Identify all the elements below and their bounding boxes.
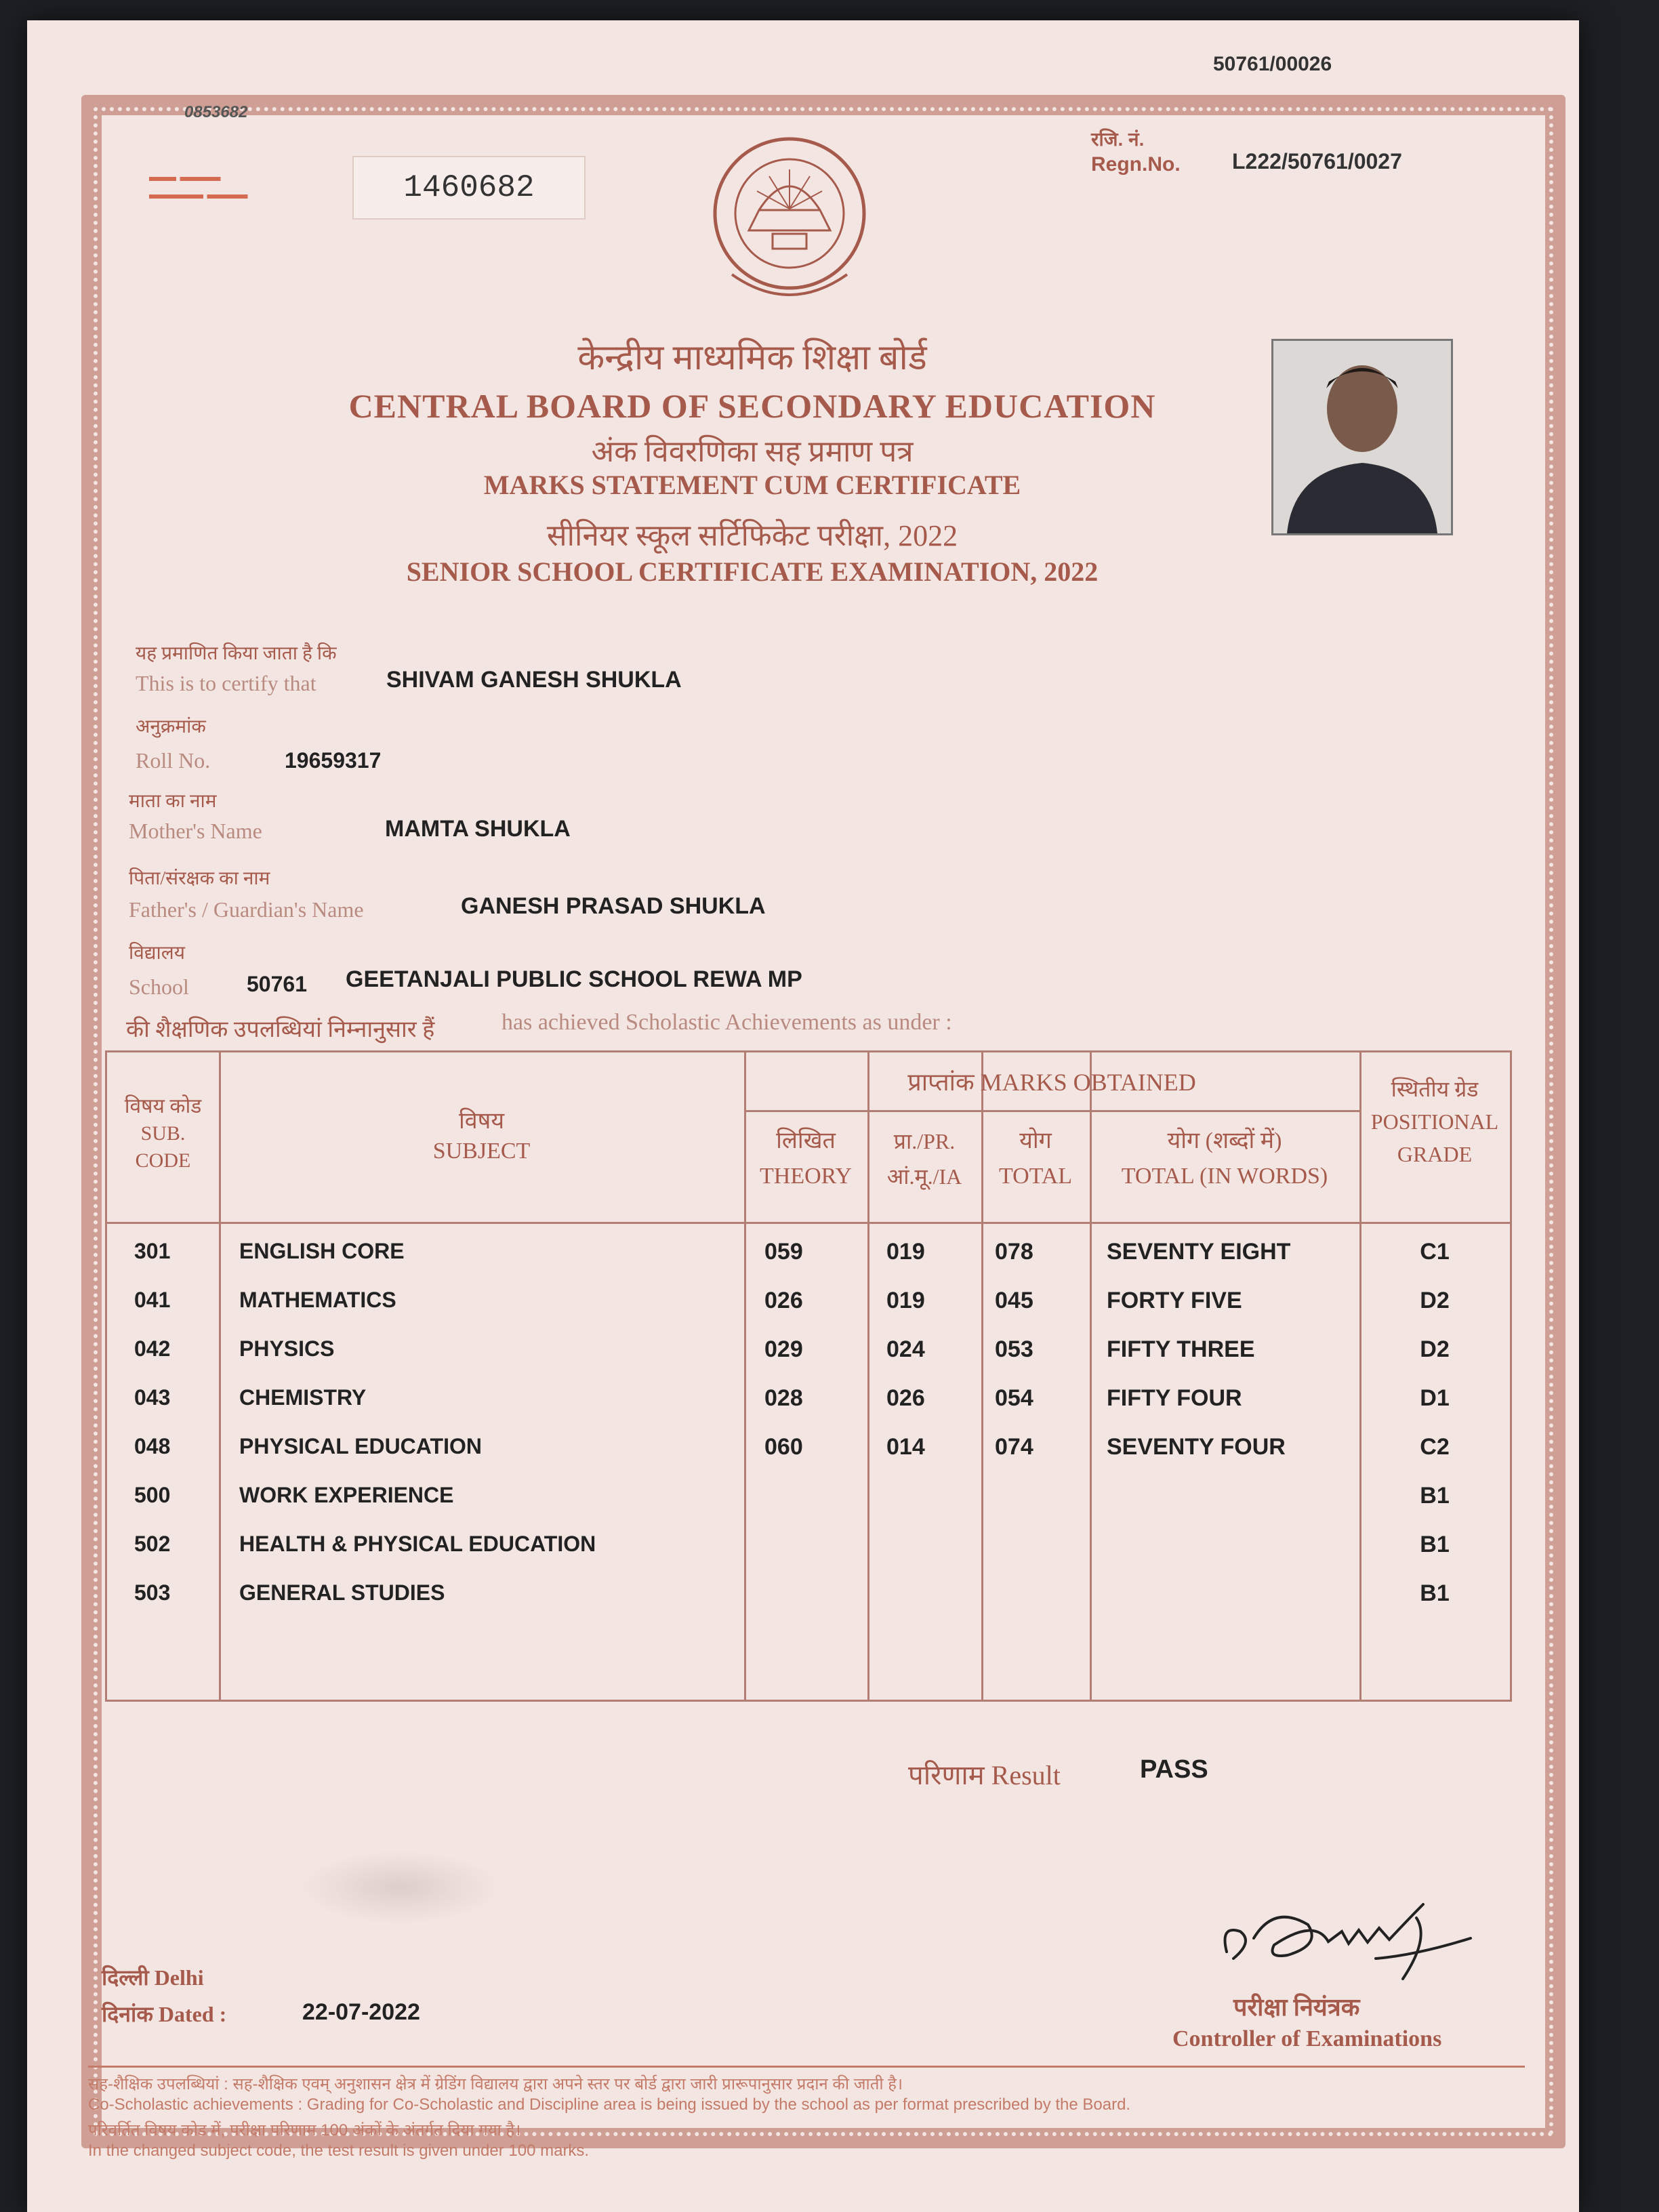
row-043-total: 054	[995, 1385, 1033, 1411]
father-label: Father's / Guardian's Name	[129, 897, 364, 922]
row-041-words: FORTY FIVE	[1107, 1288, 1242, 1313]
document-title: MARKS STATEMENT CUM CERTIFICATE	[483, 470, 1021, 500]
exam-title: SENIOR SCHOOL CERTIFICATE EXAMINATION, 2022	[406, 556, 1099, 587]
row-502-code: 502	[134, 1532, 171, 1556]
row-301-pr: 019	[886, 1239, 925, 1265]
achievements-label: has achieved Scholastic Achievements as under :	[501, 1010, 952, 1035]
row-301-code: 301	[134, 1239, 171, 1263]
row-301-theory: 059	[764, 1239, 803, 1265]
row-048-total: 074	[995, 1434, 1033, 1460]
school-name: GEETANJALI PUBLIC SCHOOL REWA MP	[346, 966, 802, 992]
row-042-grade: D2	[1420, 1336, 1450, 1362]
roll-label: Roll No.	[136, 748, 211, 773]
row-041-subject: MATHEMATICS	[239, 1288, 396, 1312]
row-042-subject: PHYSICS	[239, 1336, 335, 1361]
row-043-grade: D1	[1420, 1385, 1450, 1411]
regn-label-hindi: रजि. नं.	[1091, 129, 1145, 150]
footnote-1-hindi: सह-शैक्षिक उपलब्धियां : सह-शैक्षिक एवम् अनुशासन क्षेत्र में ग्रेडिंग विद्यालय द्वारा अपने स्तर पर बोर्ड द्वारा जारी प्रारूपानुसार प्रदान की जाती है।	[88, 2075, 903, 2093]
row-048-grade: C2	[1420, 1434, 1450, 1460]
row-043-words: FIFTY FOUR	[1107, 1385, 1242, 1411]
col-total-header: योग TOTAL	[998, 1128, 1073, 1189]
controller-signature	[1213, 1877, 1484, 1992]
student-photo	[1271, 339, 1453, 535]
mother-label: Mother's Name	[129, 819, 262, 843]
row-500-code: 500	[134, 1483, 171, 1507]
father-label-hindi: पिता/संरक्षक का नाम	[129, 868, 270, 889]
row-301-subject: ENGLISH CORE	[239, 1239, 405, 1263]
certificate-number-box: 1460682	[352, 156, 586, 220]
faded-stamp	[298, 1850, 501, 1925]
col-subject-header: विषय SUBJECT	[432, 1109, 531, 1164]
row-042-pr: 024	[886, 1336, 925, 1362]
certify-label: This is to certify that	[136, 671, 316, 695]
row-048-words: SEVENTY FOUR	[1107, 1434, 1286, 1460]
row-042-code: 042	[134, 1336, 171, 1361]
controller-title-hindi: परीक्षा नियंत्रक	[1233, 1994, 1360, 2021]
school-label-hindi: विद्यालय	[129, 943, 185, 964]
cbse-emblem-icon	[701, 129, 878, 312]
col-theory-header: लिखित THEORY	[760, 1128, 852, 1189]
row-043-subject: CHEMISTRY	[239, 1385, 367, 1410]
row-043-pr: 026	[886, 1385, 925, 1411]
board-name: CENTRAL BOARD OF SECONDARY EDUCATION	[348, 387, 1156, 425]
achievements-label-hindi: की शैक्षणिक उपलब्धियां निम्नानुसार हैं	[126, 1017, 435, 1042]
row-048-code: 048	[134, 1434, 171, 1458]
footnote-2-hindi: परिवर्तित विषय कोड में, परीक्षा परिणाम 100 अंकों के अंतर्गत दिया गया है।	[88, 2121, 521, 2139]
row-043-theory: 028	[764, 1385, 803, 1411]
row-048-theory: 060	[764, 1434, 803, 1460]
row-503-subject: GENERAL STUDIES	[239, 1580, 445, 1605]
roll-number: 19659317	[285, 748, 382, 773]
row-500-grade: B1	[1420, 1483, 1450, 1509]
row-301-words: SEVENTY EIGHT	[1107, 1239, 1291, 1265]
row-048-subject: PHYSICAL EDUCATION	[239, 1434, 482, 1458]
row-502-subject: HEALTH & PHYSICAL EDUCATION	[239, 1532, 596, 1556]
date-label: दिनांक Dated :	[102, 2002, 227, 2026]
regn-label: Regn.No.	[1091, 153, 1181, 176]
board-name-hindi: केन्द्रीय माध्यमिक शिक्षा बोर्ड	[577, 339, 927, 377]
col-practical-header: प्रा./PR. आं.मू./IA	[886, 1129, 962, 1189]
marks-obtained-header: प्राप्तांक MARKS OBTAINED	[907, 1069, 1196, 1096]
row-041-theory: 026	[764, 1288, 803, 1313]
row-500-subject: WORK EXPERIENCE	[239, 1483, 454, 1507]
col-code-header: विषय कोड SUB. CODE	[124, 1095, 202, 1172]
result-value: PASS	[1140, 1755, 1208, 1784]
row-503-code: 503	[134, 1580, 171, 1605]
row-041-total: 045	[995, 1288, 1033, 1313]
marks-table	[105, 1050, 1512, 1702]
row-043-code: 043	[134, 1385, 171, 1410]
document-title-hindi: अंक विवरणिका सह प्रमाण पत्र	[591, 435, 914, 468]
row-041-grade: D2	[1420, 1288, 1450, 1313]
mother-name: MAMTA SHUKLA	[385, 816, 571, 842]
issue-date: 22-07-2022	[302, 1999, 420, 2025]
place-label: दिल्ली Delhi	[102, 1965, 204, 1990]
top-serial-number: 50761/00026	[1213, 53, 1332, 75]
serial-label-faded: ▬▬ ▬▬▬ ▬▬▬▬ ▬▬▬	[149, 169, 248, 202]
col-grade-header: स्थितीय ग्रेड POSITIONAL GRADE	[1370, 1077, 1499, 1166]
school-label: School	[129, 975, 189, 999]
exam-title-hindi: सीनियर स्कूल सर्टिफिकेट परीक्षा, 2022	[546, 519, 958, 552]
roll-label-hindi: अनुक्रमांक	[136, 716, 206, 737]
school-code: 50761	[247, 972, 307, 996]
row-503-grade: B1	[1420, 1580, 1450, 1606]
result-label: परिणाम Result	[908, 1760, 1061, 1790]
row-301-total: 078	[995, 1239, 1033, 1265]
controller-title: Controller of Examinations	[1172, 2026, 1442, 2051]
father-name: GANESH PRASAD SHUKLA	[461, 893, 766, 919]
row-502-grade: B1	[1420, 1532, 1450, 1557]
row-042-words: FIFTY THREE	[1107, 1336, 1255, 1362]
row-042-theory: 029	[764, 1336, 803, 1362]
mother-label-hindi: माता का नाम	[129, 791, 217, 812]
row-041-pr: 019	[886, 1288, 925, 1313]
row-301-grade: C1	[1420, 1239, 1450, 1265]
certify-label-hindi: यह प्रमाणित किया जाता है कि	[136, 643, 337, 664]
left-serial-number: 0853682	[184, 103, 248, 121]
col-words-header: योग (शब्दों में) TOTAL (IN WORDS)	[1121, 1128, 1328, 1189]
row-048-pr: 014	[886, 1434, 925, 1460]
row-041-code: 041	[134, 1288, 171, 1312]
student-name: SHIVAM GANESH SHUKLA	[386, 667, 682, 693]
footnote-2: In the changed subject code, the test result is given under 100 marks.	[88, 2142, 590, 2160]
footnote-1: Co-Scholastic achievements : Grading for Co-Scholastic and Discipline area is being issued by the school as per format prescribed by the Board.	[88, 2095, 1131, 2114]
row-042-total: 053	[995, 1336, 1033, 1362]
regn-number: L222/50761/0027	[1232, 149, 1402, 173]
